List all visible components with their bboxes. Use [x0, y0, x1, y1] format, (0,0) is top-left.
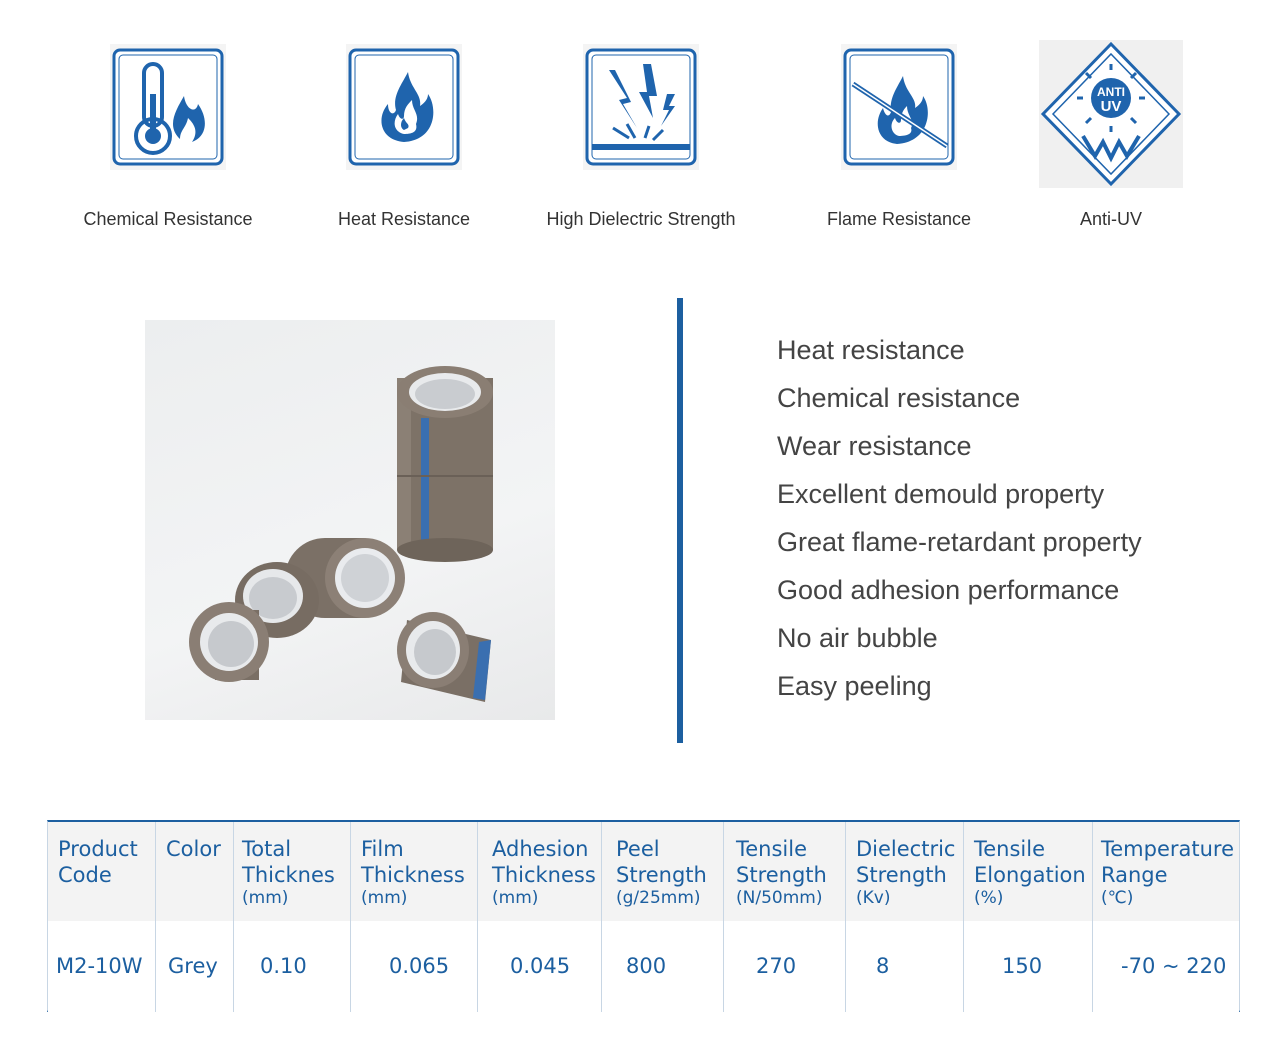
spec-table: [47, 820, 1240, 1012]
tape-roll: [189, 602, 269, 682]
feature-label: Anti-UV: [1079, 209, 1142, 229]
feature-item: No air bubble: [777, 623, 938, 653]
table-header-row: [48, 822, 1239, 921]
cell-product-code: M2-10W: [48, 921, 156, 1012]
header-tensile-strength: Tensile Strength (N/50mm): [724, 822, 846, 921]
header-temperature-range: Temperature Range (℃): [1101, 837, 1235, 908]
feature-icon-anti-uv: [991, 40, 1231, 250]
anti-uv-badge-bottom: UV: [1100, 98, 1122, 115]
feature-item: Great flame-retardant property: [777, 527, 1142, 557]
header-film-thickness: Film Thickness (mm): [351, 822, 478, 921]
feature-label: Heat Resistance: [337, 209, 471, 229]
stacked-tape-rolls: [397, 366, 493, 562]
feature-label: High Dielectric Strength: [546, 209, 736, 229]
lightning-icon: [583, 44, 699, 170]
header-dielectric-strength: Dielectric Strength (Kv): [846, 822, 964, 921]
anti-uv-icon: [1039, 40, 1183, 188]
feature-item: Excellent demould property: [777, 479, 1105, 509]
feature-icon-flame: [779, 40, 1019, 250]
cell-total-thickness: 0.10: [234, 921, 351, 1012]
feature-item: Easy peeling: [777, 671, 932, 701]
feature-label: Chemical Resistance: [83, 209, 253, 229]
header-peel-strength: Peel Strength (g/25mm): [602, 822, 724, 921]
feature-icon-chemical: [48, 40, 288, 250]
cell-adhesion-thickness: 0.045: [478, 921, 602, 1012]
feature-icon-heat: [284, 40, 524, 250]
vertical-divider: [677, 298, 683, 743]
feature-item: Heat resistance: [777, 335, 965, 365]
header-product-code: Product Code: [48, 822, 156, 921]
feature-item: Wear resistance: [777, 431, 972, 461]
anti-uv-badge-top: ANTI: [1097, 85, 1125, 99]
cell-peel-strength: 800: [602, 921, 724, 1012]
feature-item: Chemical resistance: [777, 383, 1021, 413]
thermometer-flame-icon: [110, 44, 226, 170]
cell-tensile-elongation: 150: [964, 921, 1093, 1012]
cell-temperature-range: -70 ~ 220: [1121, 954, 1227, 978]
crossed-flame-icon: [841, 44, 957, 170]
feature-item: Good adhesion performance: [777, 575, 1120, 605]
table-row: [48, 921, 1239, 1012]
feature-icon-dielectric: [521, 40, 761, 250]
header-total-thickness: Total Thicknes (mm): [234, 822, 351, 921]
header-adhesion-thickness: Adhesion Thickness (mm): [478, 822, 602, 921]
cell-film-thickness: 0.065: [351, 921, 478, 1012]
cell-tensile-strength: 270: [724, 921, 846, 1012]
tape-roll: [397, 612, 491, 702]
cell-color: Grey: [156, 921, 234, 1012]
product-photo: [145, 320, 555, 720]
feature-label: Flame Resistance: [826, 209, 972, 229]
header-color: Color: [156, 822, 234, 921]
cell-dielectric-strength: 8: [846, 921, 964, 1012]
flame-icon: [346, 44, 462, 170]
header-tensile-elongation: Tensile Elongation (%): [964, 822, 1093, 921]
feature-list: [777, 330, 1142, 714]
